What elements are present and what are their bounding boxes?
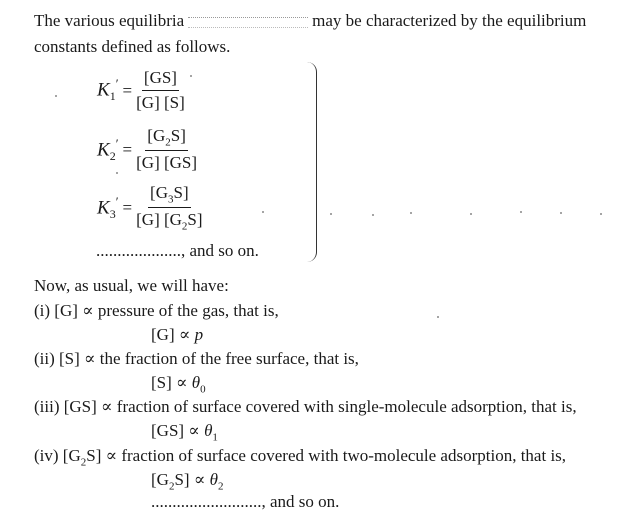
scan-speck xyxy=(520,211,522,213)
denominator: [G] $[G_2S]$ xyxy=(136,210,203,233)
item-i: (i) [G] ∝ pressure of the gas, that is, xyxy=(34,301,279,320)
scan-speck xyxy=(372,214,374,216)
equals-sign: = xyxy=(122,197,133,217)
scan-speck xyxy=(330,213,332,215)
illegible-scribble xyxy=(188,17,308,28)
dot-leader: .................... xyxy=(96,241,181,260)
item-iv-formula: $[G_2S] \propto \theta_2$ xyxy=(151,470,224,493)
numerator: $[G_2S]$ xyxy=(145,126,188,151)
constant-k2: $K_2'$ xyxy=(97,135,119,163)
item-ii: (ii) [S] ∝ the fraction of the free surface, that is, xyxy=(34,349,359,368)
intro-text-end: may be characterized by the equilibrium xyxy=(312,11,587,30)
equation-k2 xyxy=(97,126,197,173)
intro-text-start: The various equilibria xyxy=(34,11,185,30)
scan-speck xyxy=(437,316,439,318)
item-i-formula: [G] ∝ p xyxy=(151,325,204,344)
fraction-k2 xyxy=(136,126,197,173)
equation-k1 xyxy=(97,68,185,113)
denominator: [G] [GS] xyxy=(136,153,198,173)
equals-sign: = xyxy=(122,80,133,100)
equation-k3 xyxy=(97,183,203,233)
item-ii-formula: $[S] \propto \theta_0$ xyxy=(151,373,206,396)
and-so-on-1 xyxy=(96,241,259,261)
numerator: [GS] xyxy=(142,68,179,91)
numerator: $[G_3S]$ xyxy=(148,183,191,208)
scan-speck xyxy=(410,212,412,214)
intro-line-2: constants defined as follows. xyxy=(34,37,231,56)
and-so-on-2 xyxy=(151,492,339,512)
scan-speck xyxy=(55,95,57,97)
item-iii: (iii) [GS] ∝ fraction of surface covered with single-molecule adsorption, that is, xyxy=(34,397,577,416)
constant-k3: $K_3'$ xyxy=(97,193,119,221)
right-brace xyxy=(306,62,317,262)
equals-sign: = xyxy=(122,139,133,159)
and-so-on-text: , and so on. xyxy=(261,492,340,511)
scan-speck xyxy=(600,213,602,215)
now-intro: Now, as usual, we will have: xyxy=(34,276,229,295)
dot-leader: .......................... xyxy=(151,492,262,511)
fraction-k1 xyxy=(136,68,185,113)
scan-speck xyxy=(190,75,192,77)
intro-line-1 xyxy=(34,11,586,31)
item-iv: (iv) $[G_2S]$ ∝ fraction of surface covered with two-molecule adsorption, that is, xyxy=(34,446,567,469)
denominator: [G] [S] xyxy=(136,93,185,112)
item-iii-formula: $[GS] \propto \theta_1$ xyxy=(151,421,218,444)
fraction-k3 xyxy=(136,183,202,233)
scan-speck xyxy=(262,211,264,213)
scan-speck xyxy=(470,213,472,215)
scan-speck xyxy=(560,212,562,214)
and-so-on-text: , and so on. xyxy=(181,241,259,260)
scan-speck xyxy=(116,172,118,174)
constant-k1: $K_1'$ xyxy=(97,76,119,104)
